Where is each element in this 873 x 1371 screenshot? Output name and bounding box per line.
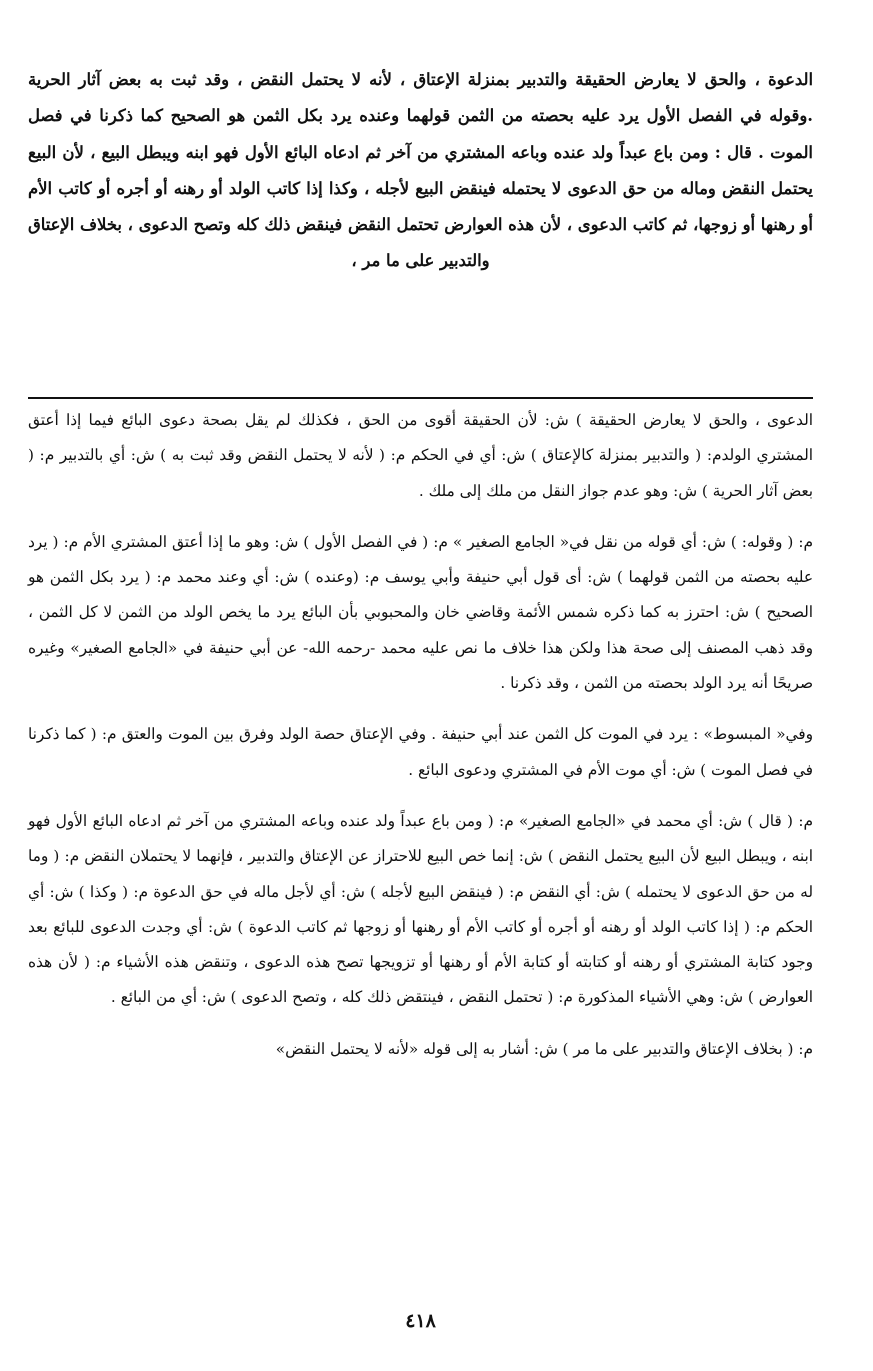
commentary-paragraph: الدعوى ، والحق لا يعارض الحقيقة ) ش: لأن الحقيقة أقوى من الحق ، فكذلك لم يقل بصحة دعوى البائع فيما إذا أعتق المشتري الولدم: ( والتدبير بمنزلة كالإعتاق ) ش: أي في الحكم م: ( لأنه لا يحتمل النقض وقد ثبت به ) ش: أي بالتدبير م: ( بعض آثار الحرية ) ش: وهو عدم جواز النقل من ملك إلى ملك .	[28, 411, 813, 500]
document-page	[28, 0, 813, 1371]
commentary-paragraph: وفي« المبسوط» : يرد في الموت كل الثمن عند أبي حنيفة . وفي الإعتاق حصة الولد وفرق بين الموت والعتق م: ( كما ذكرنا في فصل الموت ) ش: أي موت الأم في المشتري ودعوى البائع .	[28, 725, 813, 779]
commentary-paragraph: م: ( بخلاف الإعتاق والتدبير على ما مر ) ش: أشار به إلى قوله «لأنه لا يحتمل النقض»	[275, 1039, 813, 1058]
commentary-paragraph: م: ( قال ) ش: أي محمد في «الجامع الصغير» م: ( ومن باع عبداً ولد عنده وباعه المشتري من آخر ثم ادعاه البائع الأول فهو ابنه ، ويبطل البيع لأن البيع يحتمل النقض ) ش: إنما خص البيع للاحتراز عن الإعتاق والتدبير ، فإنهما لا يحتملان النقض م: ( وما له من حق الدعوى لا يحتمله ) ش: أي النقض م: ( فينقض البيع لأجله ) ش: أي لأجل ماله في حق الدعوة م: ( وكذا ) ش: أي الحكم م: ( إذا كاتب الولد أو رهنه أو أجره أو كاتب الأم أو رهنها أو زوجها ثم كاتب الدعوة ) ش: أي وجدت الدعوى للبائع بعد وجود كتابة المشتري أو رهنه أو كتابته أو كتابة الأم أو رهنها أو تزويجها تصح هذه الدعوى ، وتنقض هذه الأشياء م: ( لأن هذه العوارض ) ش: وهي الأشياء المذكورة م: ( تحتمل النقض ، فينتقض ذلك كله ، وتصح الدعوى ) ش: أي من البائع .	[28, 811, 813, 1007]
commentary-block	[28, 403, 813, 1083]
commentary-paragraph: م: ( وقوله: ) ش: أي قوله من نقل في« الجامع الصغير » م: ( في الفصل الأول ) ش: وهو ما إذا أعتق المشتري الأم م: ( يرد عليه بحصته من الثمن قولهما ) ش: أى قول أبي حنيفة وأبي يوسف م: (وعنده ) ش: أي وعند محمد م: ( يرد بكل الثمن هو الصحيح ) ش: احترز به كما ذكره شمس الأئمة وقاضي خان والمحبوبي بأن البائع يرد ما يخص الولد من الثمن لا كل الثمن ، وقد ذهب المصنف إلى صحة هذا ولكن هذا خلاف ما نص عليه محمد -رحمه الله- عن أبي حنيفة في «الجامع الصغير» وغيره صريحًا أنه يرد الولد بحصته من الثمن ، وقد ذكرنا .	[28, 532, 813, 693]
page-number: ٤١٨	[405, 1310, 436, 1332]
main-text-block: الدعوة ، والحق لا يعارض الحقيقة والتدبير بمنزلة الإعتاق ، لأنه لا يحتمل النقض ، وقد ثبت به بعض آثار الحرية .وقوله في الفصل الأول يرد عليه بحصته من الثمن قولهما وعنده يرد بكل الثمن هو الصحيح كما ذكرنا في فصل الموت . قال : ومن باع عبداً ولد عنده وباعه المشتري من آخر ثم ادعاه البائع الأول فهو ابنه ويبطل البيع ، لأن البيع يحتمل النقض وماله من حق الدعوى لا يحتمله فينقض البيع لأجله ، وكذا إذا كاتب الولد أو رهنه أو أجره أو كاتب الأم أو رهنها أو زوجها، ثم كاتب الدعوى ، لأن هذه العوارض تحتمل النقض فينقض ذلك كله وتصح الدعوى ، بخلاف الإعتاق والتدبير على ما مر ،	[28, 70, 813, 271]
separator-line	[28, 397, 813, 399]
